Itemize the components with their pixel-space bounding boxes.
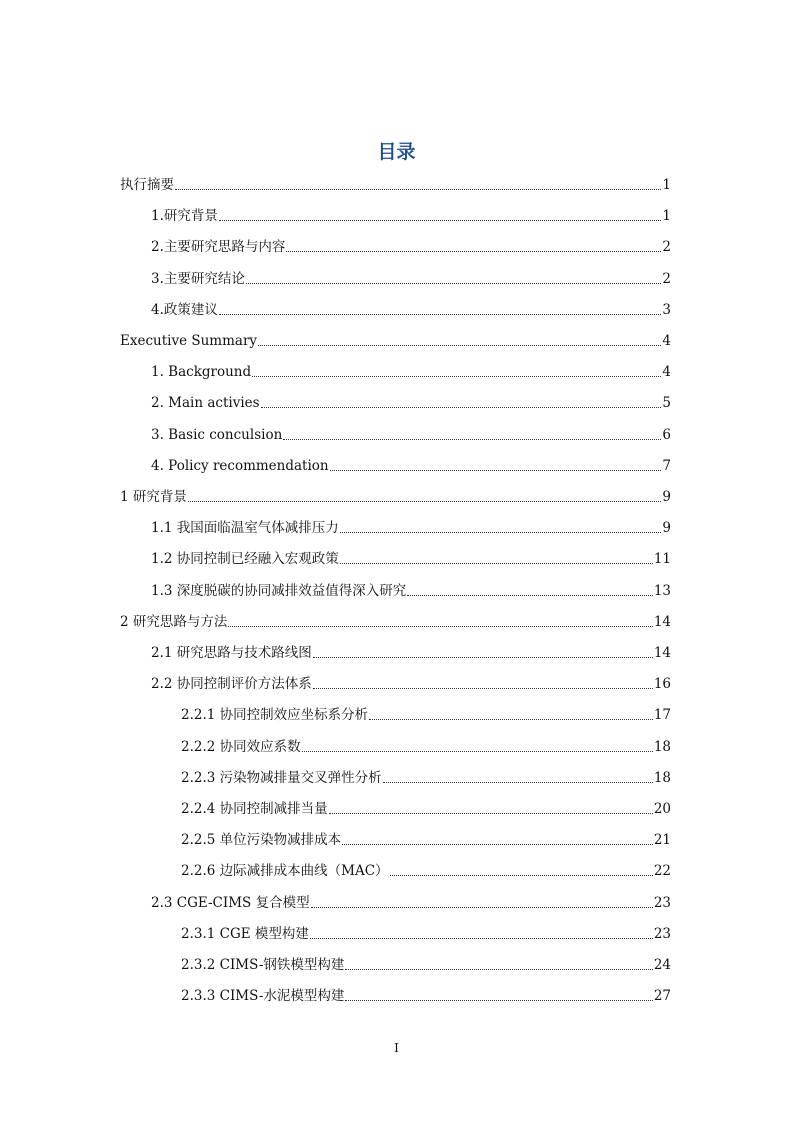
toc-leader-dots (407, 594, 653, 596)
toc-entry-page: 9 (662, 489, 671, 505)
toc-entry-label: 1.研究背景 (151, 208, 218, 225)
toc-entry-page: 17 (653, 707, 671, 724)
toc-entry[interactable] (151, 236, 671, 258)
toc-leader-dots (219, 219, 662, 221)
toc-entry-label: 2 研究思路与方法 (120, 613, 228, 630)
toc-entry-page: 3 (662, 301, 671, 318)
toc-entry[interactable] (181, 860, 671, 882)
toc-entry[interactable] (151, 392, 671, 414)
toc-entry-page: 13 (653, 582, 671, 599)
toc-leader-dots (302, 750, 653, 752)
toc-leader-dots (313, 687, 653, 689)
toc-leader-dots (383, 781, 653, 783)
toc-entry-page: 1 (662, 208, 671, 225)
toc-leader-dots (286, 250, 661, 252)
toc-entry-page: 4 (662, 333, 671, 349)
toc-entry-label: 1.2 协同控制已经融入宏观政策 (151, 551, 339, 568)
toc-entry-page: 2 (662, 239, 671, 256)
toc-entry-page: 23 (653, 894, 671, 911)
toc-entry-label: 2.2.3 污染物减排量交叉弹性分析 (181, 769, 382, 786)
toc-entry-page: 20 (653, 801, 671, 817)
toc-leader-dots (340, 531, 662, 533)
toc-entry[interactable] (181, 704, 671, 726)
toc-entry[interactable] (120, 486, 671, 508)
toc-entry-page: 5 (662, 395, 671, 412)
toc-entry-label: 4. Policy recommendation (151, 457, 329, 474)
toc-entry-label: 2.2.2 协同效应系数 (181, 738, 301, 755)
toc-entry-page: 21 (653, 832, 671, 849)
toc-leader-dots (330, 469, 662, 471)
toc-entry-page: 14 (653, 613, 671, 630)
toc-entry-label: 2.2.5 单位污染物减排成本 (181, 832, 342, 849)
toc-leader-dots (252, 375, 661, 377)
toc-entry[interactable] (120, 330, 671, 352)
toc-entry[interactable] (151, 455, 671, 477)
page-number: I (394, 1041, 399, 1055)
toc-entry[interactable] (181, 798, 671, 820)
toc-entry-page: 24 (653, 957, 671, 973)
toc-entry-label: 4.政策建议 (151, 301, 218, 318)
toc-entry[interactable] (151, 642, 671, 664)
toc-entry-label: 3.主要研究结论 (151, 270, 245, 287)
toc-leader-dots (219, 313, 662, 315)
toc-leader-dots (261, 406, 662, 408)
toc-entry[interactable] (151, 548, 671, 570)
toc-entry-label: 2.3.2 CIMS-钢铁模型构建 (181, 957, 345, 973)
toc-entry[interactable] (151, 892, 671, 914)
toc-entry[interactable] (120, 611, 671, 633)
toc-entry-page: 6 (662, 426, 671, 443)
toc-leader-dots (313, 656, 653, 658)
toc-entry-page: 23 (653, 925, 671, 942)
toc-leader-dots (310, 937, 653, 939)
toc-entry-label: 2.3.3 CIMS-水泥模型构建 (181, 988, 345, 1005)
toc-entry[interactable] (151, 424, 671, 446)
toc-entry[interactable] (181, 736, 671, 758)
toc-leader-dots (246, 282, 662, 284)
toc-leader-dots (390, 874, 653, 876)
toc-leader-dots (345, 999, 652, 1001)
toc-title: 目录 (377, 141, 416, 163)
toc-leader-dots (283, 438, 661, 440)
toc-entry-page: 16 (653, 676, 671, 693)
toc-entry-label: 3. Basic conculsion (151, 426, 283, 443)
toc-entry[interactable] (181, 767, 671, 789)
toc-entry[interactable] (181, 829, 671, 851)
toc-entry-page: 18 (653, 738, 671, 755)
toc-entry-label: 1. Background (151, 364, 252, 381)
toc-entry[interactable] (181, 954, 671, 976)
toc-entry[interactable] (151, 517, 671, 539)
toc-leader-dots (311, 906, 653, 908)
toc-leader-dots (340, 562, 653, 564)
toc-entry-label: Executive Summary (120, 333, 258, 349)
toc-leader-dots (345, 968, 652, 970)
toc-entry-label: 2. Main activies (151, 395, 260, 412)
toc-leader-dots (188, 500, 662, 502)
toc-entry[interactable] (181, 923, 671, 945)
toc-entry[interactable] (120, 174, 671, 196)
toc-leader-dots (175, 188, 661, 190)
toc-entry-page: 14 (653, 645, 671, 661)
toc-entry-page: 9 (662, 520, 671, 537)
toc-entry-page: 11 (653, 551, 671, 568)
toc-entry[interactable] (151, 299, 671, 321)
toc-entry-label: 1.3 深度脱碳的协同减排效益值得深入研究 (151, 582, 407, 599)
toc-entry-page: 22 (653, 863, 671, 880)
toc-leader-dots (329, 812, 653, 814)
toc-entry-label: 执行摘要 (120, 177, 174, 193)
toc-entry[interactable] (151, 673, 671, 695)
toc-entry-page: 2 (662, 270, 671, 287)
toc-entry-page: 27 (653, 988, 671, 1005)
toc-leader-dots (369, 718, 653, 720)
toc-entry-label: 1.1 我国面临温室气体减排压力 (151, 520, 339, 537)
toc-leader-dots (228, 625, 652, 627)
toc-entry-label: 2.3 CGE-CIMS 复合模型 (151, 894, 310, 911)
toc-entry-page: 18 (653, 769, 671, 786)
toc-leader-dots (342, 843, 653, 845)
toc-entry[interactable] (151, 205, 671, 227)
toc-entry-page: 7 (662, 457, 671, 474)
toc-entry[interactable] (151, 361, 671, 383)
toc-entry[interactable] (151, 268, 671, 290)
toc-entry-label: 1 研究背景 (120, 489, 187, 505)
toc-leader-dots (258, 344, 661, 346)
toc-entry-label: 2.3.1 CGE 模型构建 (181, 925, 309, 942)
toc-entry-label: 2.1 研究思路与技术路线图 (151, 645, 312, 661)
toc-entry[interactable] (181, 985, 671, 1007)
toc-entry-label: 2.2 协同控制评价方法体系 (151, 676, 312, 693)
toc-entry-page: 4 (662, 364, 671, 381)
toc-entry-label: 2.主要研究思路与内容 (151, 239, 286, 256)
toc-entry-label: 2.2.1 协同控制效应坐标系分析 (181, 707, 369, 724)
toc-entry-label: 2.2.4 协同控制减排当量 (181, 801, 328, 817)
toc-entry[interactable] (151, 580, 671, 602)
toc-entry-page: 1 (662, 177, 671, 193)
toc-entry-label: 2.2.6 边际减排成本曲线（MAC） (181, 863, 389, 880)
